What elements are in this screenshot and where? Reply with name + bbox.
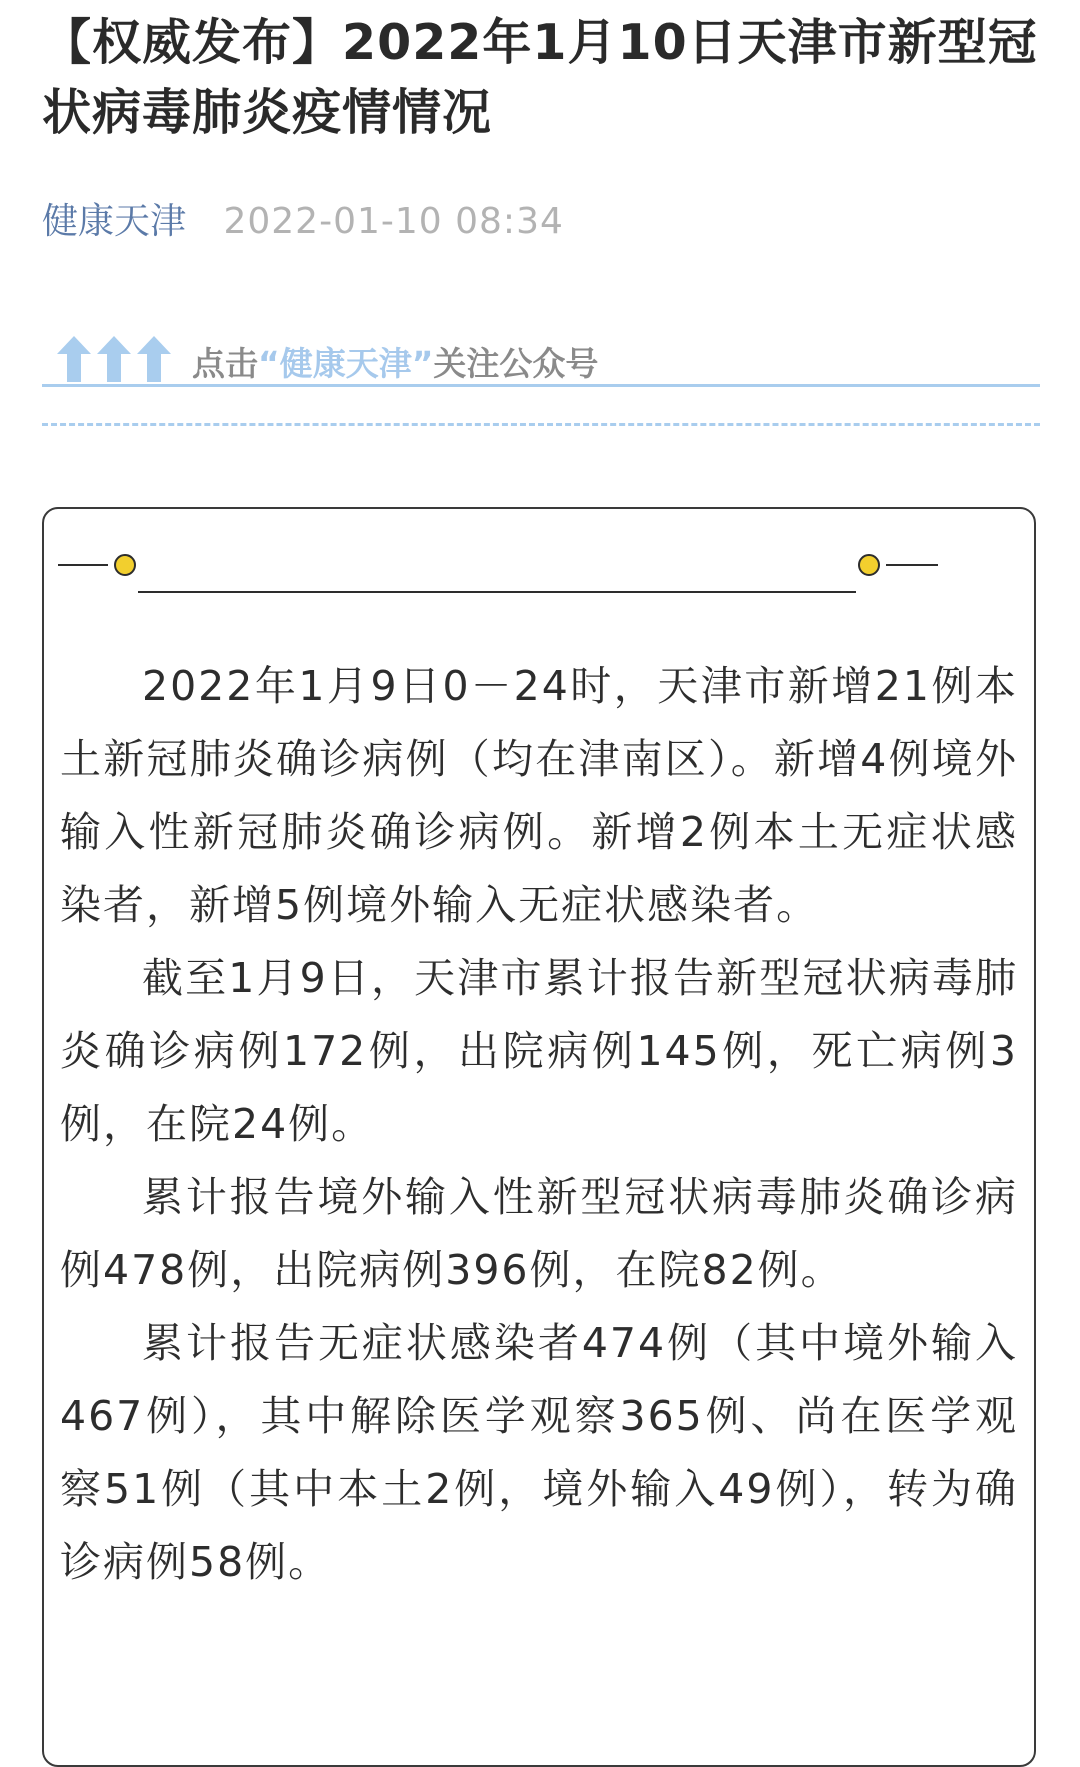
paragraph-cumulative-cases: 截至1月9日，天津市累计报告新型冠状病毒肺炎确诊病例172例，出院病例145例，死亡病例3例，在院24例。 <box>60 954 1018 1148</box>
dashed-divider <box>42 423 1040 426</box>
banner-underline <box>42 384 1040 387</box>
follow-suffix: 关注公众号 <box>433 344 599 383</box>
paragraph-asymptomatic: 累计报告无症状感染者474例（其中境外输入467例），其中解除医学观察365例、尚在医学观察51例（其中本土2例，境外输入49例），转为确诊病例58例。 <box>60 1319 1018 1586</box>
follow-prompt <box>192 338 598 385</box>
card-header-decoration <box>44 509 1038 599</box>
article-title: 【权威发布】2022年1月10日天津市新型冠状病毒肺炎疫情情况 <box>42 14 1038 141</box>
article-body <box>60 650 1018 1599</box>
follow-banner[interactable] <box>42 330 1040 390</box>
article-meta <box>42 198 564 246</box>
follow-account-name[interactable]: “健康天津” <box>258 344 434 383</box>
publish-date: 2022-01-10 08:34 <box>223 201 564 242</box>
author-link[interactable]: 健康天津 <box>42 201 187 242</box>
paragraph-imported-cases: 累计报告境外输入性新型冠状病毒肺炎确诊病例478例，出院病例396例，在院82例。 <box>60 1173 1018 1294</box>
follow-prefix: 点击 <box>192 344 258 383</box>
up-arrow-icon <box>56 336 172 382</box>
paragraph-new-cases: 2022年1月9日0－24时，天津市新增21例本土新冠肺炎确诊病例（均在津南区）。新增4例境外输入性新冠肺炎确诊病例。新增2例本土无症状感染者，新增5例境外输入无症状感染者。 <box>60 662 1018 929</box>
